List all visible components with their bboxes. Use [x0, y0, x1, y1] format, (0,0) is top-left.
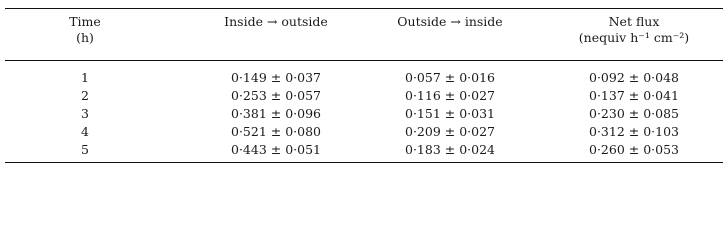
- cell-net-flux: 0·137 ± 0·041: [589, 88, 679, 103]
- table-row: [5, 105, 723, 123]
- top-rule: [5, 8, 723, 9]
- cell-net-flux: 0·092 ± 0·048: [589, 70, 679, 85]
- cell-net-flux: 0·230 ± 0·085: [589, 106, 679, 121]
- header-time-label: Time: [69, 14, 101, 29]
- cell-time: 3: [81, 106, 89, 121]
- cell-net-flux: 0·260 ± 0·053: [589, 142, 679, 157]
- table-row: [5, 69, 723, 87]
- bottom-rule: [5, 162, 723, 163]
- cell-inside-outside: 0·149 ± 0·037: [231, 70, 321, 85]
- header-time-unit: (h): [76, 30, 94, 45]
- cell-time: 5: [81, 142, 89, 157]
- cell-outside-inside: 0·151 ± 0·031: [405, 106, 495, 121]
- cell-outside-inside: 0·057 ± 0·016: [405, 70, 495, 85]
- cell-inside-outside: 0·521 ± 0·080: [231, 124, 321, 139]
- cell-inside-outside: 0·381 ± 0·096: [231, 106, 321, 121]
- caption-fragment: [5, 0, 723, 4]
- table-row: [5, 141, 723, 159]
- cell-time: 2: [81, 88, 89, 103]
- header-inside-outside: [201, 14, 351, 56]
- header-net-flux-label: Net flux: [608, 14, 660, 29]
- table-row: [5, 87, 723, 105]
- cell-net-flux: 0·312 ± 0·103: [589, 124, 679, 139]
- header-time: [45, 14, 125, 56]
- table-row: [5, 123, 723, 141]
- table-body: [5, 69, 723, 159]
- cell-time: 4: [81, 124, 89, 139]
- header-net-flux: [559, 14, 709, 56]
- cell-outside-inside: 0·183 ± 0·024: [405, 142, 495, 157]
- cell-outside-inside: 0·116 ± 0·027: [405, 88, 495, 103]
- cell-outside-inside: 0·209 ± 0·027: [405, 124, 495, 139]
- cell-time: 1: [81, 70, 89, 85]
- flux-table: [5, 0, 723, 168]
- cell-inside-outside: 0·253 ± 0·057: [231, 88, 321, 103]
- header-rule: [5, 60, 723, 61]
- header-inside-outside-label: Inside → outside: [224, 14, 328, 29]
- header-outside-inside-label: Outside → inside: [397, 14, 503, 29]
- header-outside-inside: [375, 14, 525, 56]
- header-net-flux-unit: (nequiv h⁻¹ cm⁻²): [578, 30, 690, 45]
- cell-inside-outside: 0·443 ± 0·051: [231, 142, 321, 157]
